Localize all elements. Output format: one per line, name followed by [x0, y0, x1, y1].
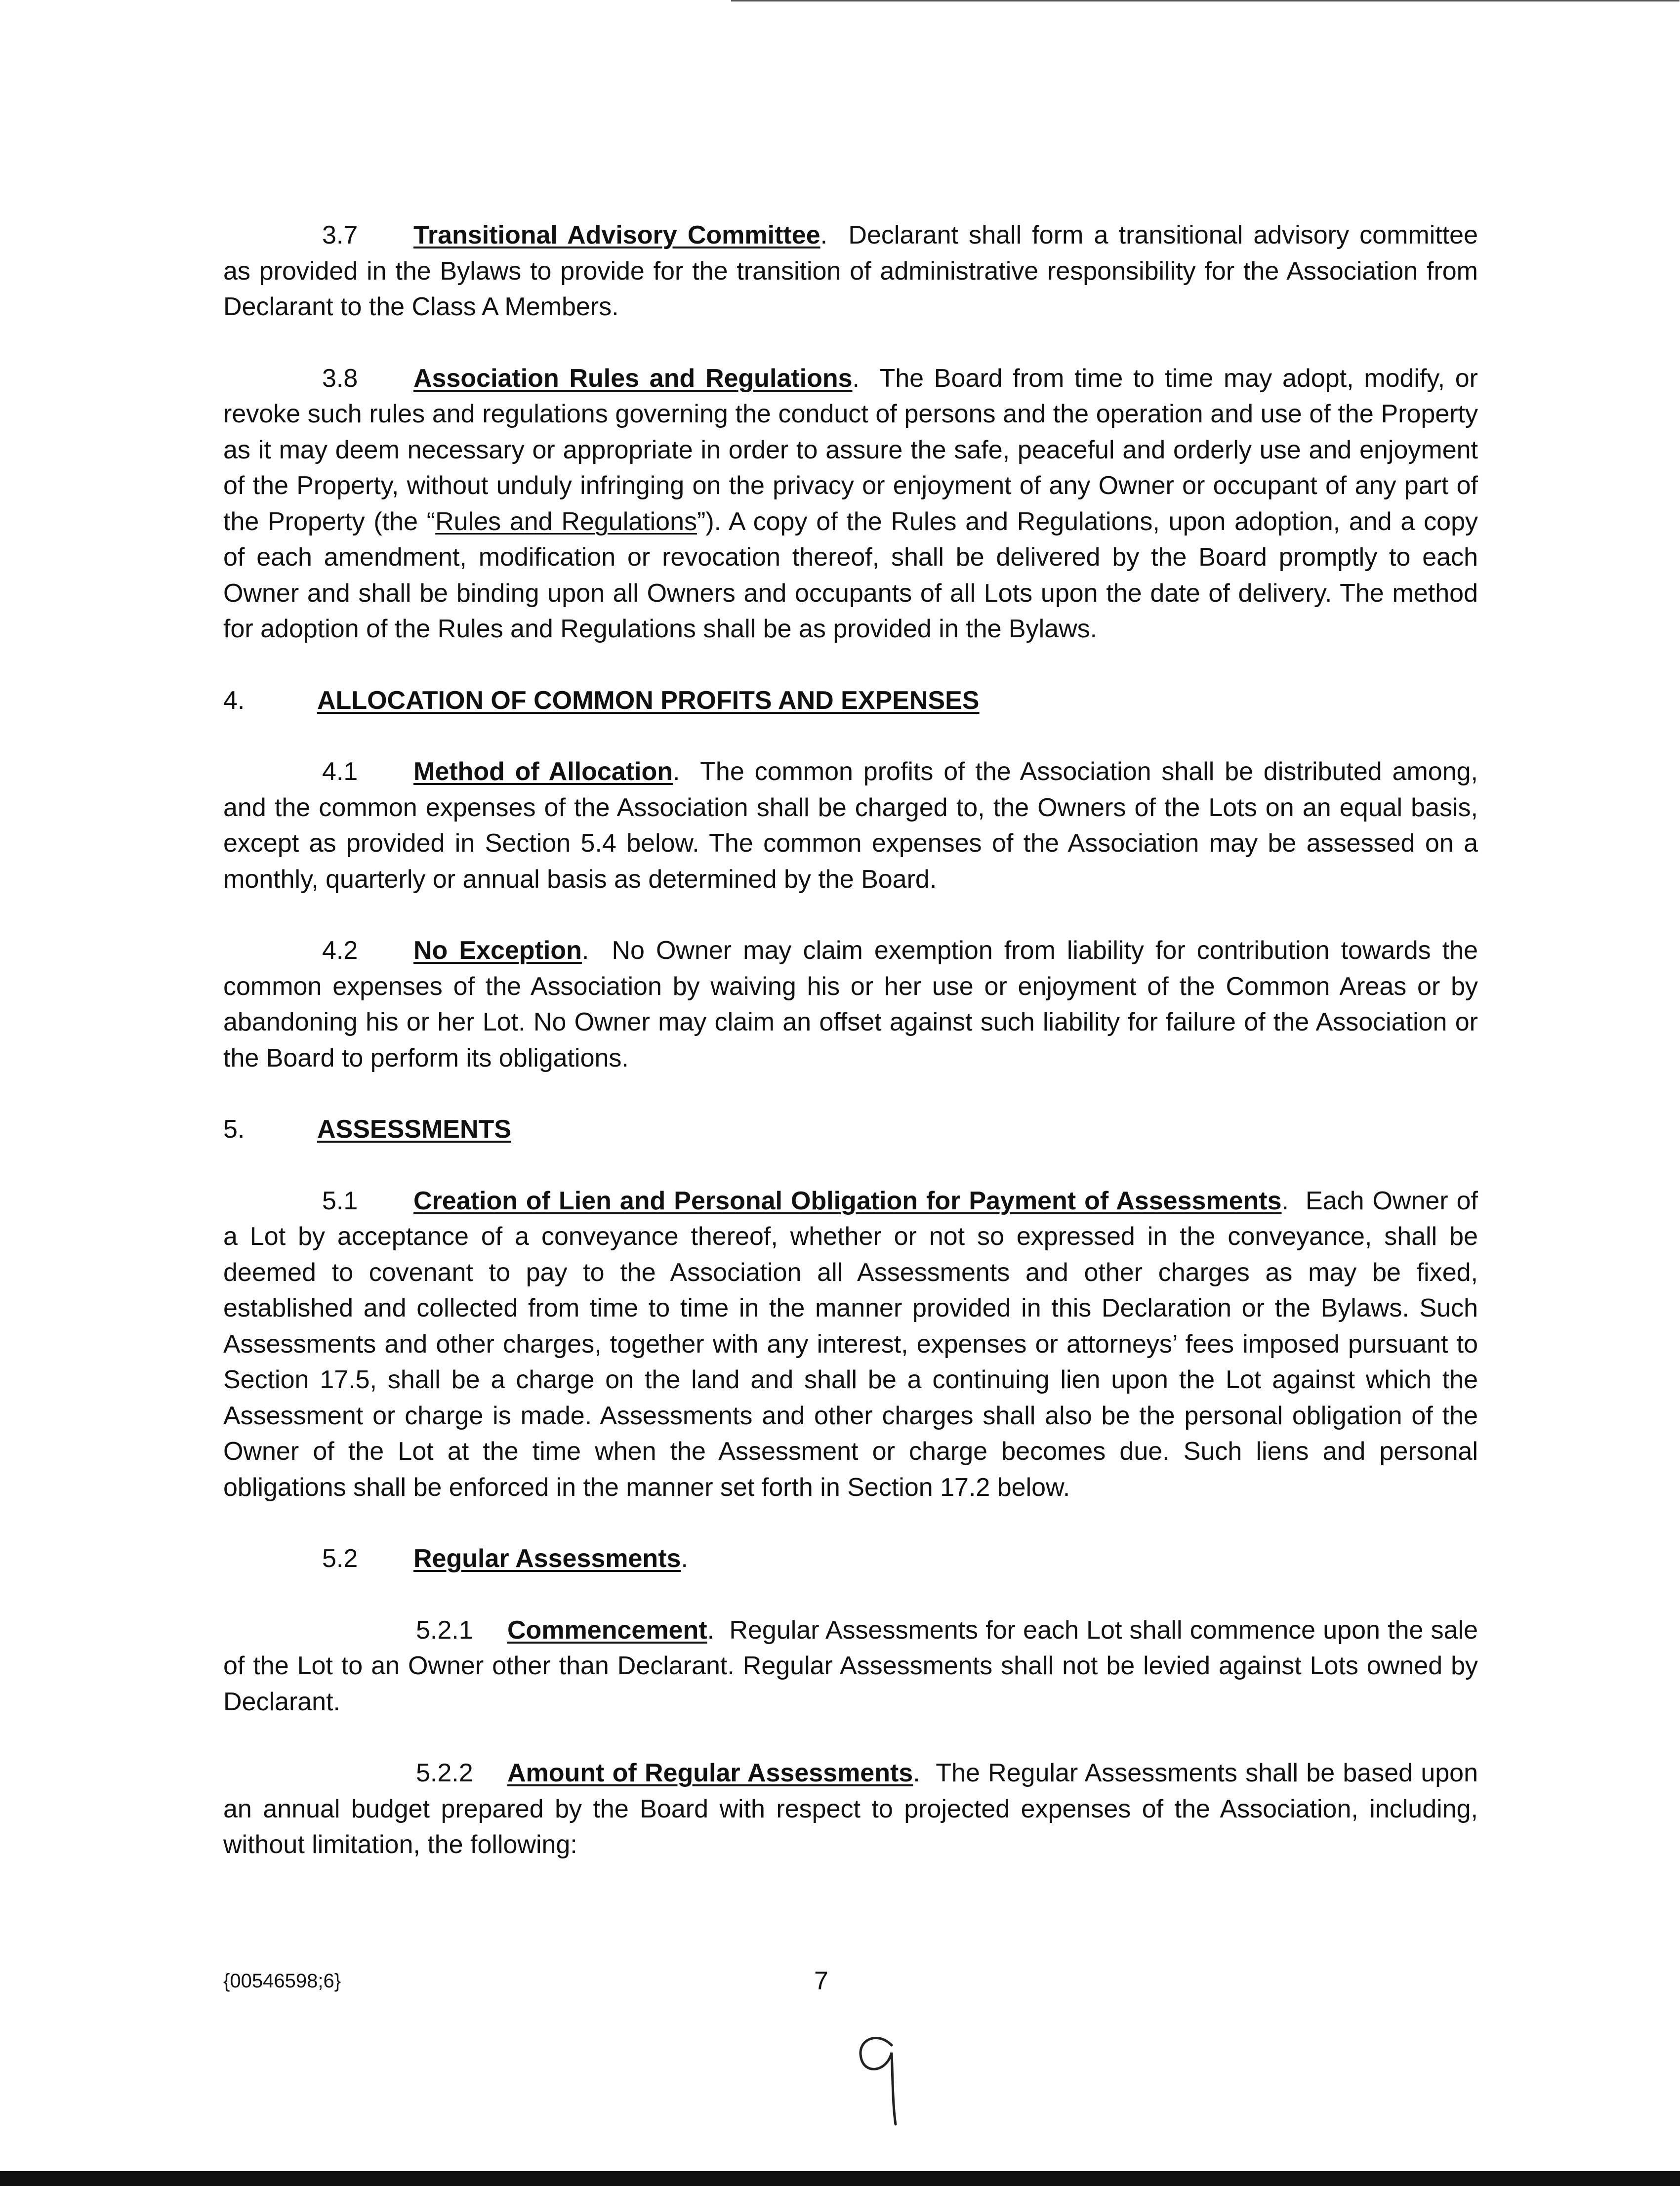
- section-title: Creation of Lien and Personal Obligation for Payment of Assessments: [413, 1186, 1282, 1215]
- article-title: ALLOCATION OF COMMON PROFITS AND EXPENSES: [317, 686, 980, 715]
- section-title: Association Rules and Regulations: [413, 364, 853, 393]
- section-title: Amount of Regular Assessments: [507, 1759, 913, 1787]
- section-5-2: 5.2 Regular Assessments.: [223, 1541, 1478, 1577]
- section-text: Each Owner of a Lot by acceptance of a conveyance thereof, whether or not so expressed in the conveyance, shall be deemed to covenant to pay to the Association all Assessments and other charges as may be fixed, established and collected from time to time in the manner provided in this Declaration or the Bylaws. Such Assessments and other charges, together with any interest, expenses or attorneys’ fees imposed pursuant to Section 17.5, shall be a charge on the land and shall be a continuing lien upon the Lot against which the Assessment or charge is made. Assessments and other charges shall also be the personal obligation of the Owner of the Lot at the time when the Assessment or charge becomes due. Such liens and personal obligations shall be enforced in the manner set forth in Section 17.2 below.: [223, 1186, 1478, 1502]
- section-5-1: 5.1 Creation of Lien and Personal Obligation for Payment of Assessments. Each Owner of a Lot by acceptance of a conveyance thereof, whether or not so expressed in the conveyance, shall be deemed to covenant to pay to the Association all Assessments and other charges as may be fixed, established and collected from time to time in the manner provided in this Declaration or the Bylaws. Such Assessments and other charges, together with any interest, expenses or attorneys’ fees imposed pursuant to Section 17.5, shall be a charge on the land and shall be a continuing lien upon the Lot against which the Assessment or charge is made. Assessments and other charges shall also be the personal obligation of the Owner of the Lot at the time when the Assessment or charge becomes due. Such liens and personal obligations shall be enforced in the manner set forth in Section 17.2 below.: [223, 1183, 1478, 1506]
- section-text: The Board from time to time may adopt, modify, or revoke such rules and regulations governing the conduct of persons and the operation and use of the Property as it may deem necessary or appropriate in order to assure the safe, peaceful and orderly use and enjoyment of the Property, without unduly infringing on the privacy or enjoyment of any Owner or occupant of any part of the Property (the “: [223, 364, 1478, 536]
- article-number: 5.: [223, 1115, 245, 1144]
- section-title: Commencement: [507, 1615, 707, 1645]
- handwritten-page-number: [857, 2030, 906, 2129]
- scan-bottom-edge-band: [0, 2171, 1680, 2186]
- section-text: The Regular Assessments shall be based upon an annual budget prepared by the Board with respect to projected expenses of the Association, including, without limitation, the following:: [223, 1759, 1478, 1859]
- section-title: Regular Assessments: [413, 1544, 681, 1573]
- section-3-7: 3.7 Transitional Advisory Committee. Declarant shall form a transitional advisory committee as provided in the Bylaws to provide for the transition of administrative responsibility for the Association from Declarant to the Class A Members.: [223, 217, 1478, 325]
- section-number: 5.2: [322, 1544, 358, 1573]
- section-text: The common profits of the Association shall be distributed among, and the common expenses of the Association shall be charged to, the Owners of the Lots on an equal basis, except as provided in Section 5.4 below. The common expenses of the Association may be assessed on a monthly, quarterly or annual basis as determined by the Board.: [223, 757, 1478, 894]
- section-number: 5.2.1: [416, 1615, 473, 1645]
- section-text-continued: ”). A copy of the Rules and Regulations, upon adoption, and a copy of each amendment, modification or revocation thereof, shall be delivered by the Board promptly to each Owner and shall be binding upon all Owners and occupants of all Lots upon the date of delivery. The method for adoption of the Rules and Regulations shall be as provided in the Bylaws.: [223, 507, 1478, 643]
- section-4-1: 4.1 Method of Allocation. The common profits of the Association shall be distributed among, and the common expenses of the Association shall be charged to, the Owners of the Lots on an equal basis, except as provided in Section 5.4 below. The common expenses of the Association may be assessed on a monthly, quarterly or annual basis as determined by the Board.: [223, 754, 1478, 897]
- section-title: Method of Allocation: [413, 757, 673, 786]
- document-body: [223, 217, 1478, 1863]
- article-number: 4.: [223, 686, 245, 715]
- section-text: Regular Assessments for each Lot shall commence upon the sale of the Lot to an Owner other than Declarant. Regular Assessments shall not be levied against Lots owned by Declarant.: [223, 1615, 1478, 1716]
- section-title: No Exception: [413, 936, 582, 965]
- document-id: {00546598;6}: [223, 1970, 341, 1992]
- section-number: 3.7: [322, 221, 358, 249]
- scan-top-edge-line: [731, 0, 1680, 1]
- defined-term: Rules and Regulations: [435, 507, 697, 536]
- article-4-heading: [223, 683, 1478, 719]
- section-number: 4.2: [322, 936, 358, 965]
- section-number: 5.1: [322, 1186, 358, 1215]
- section-text: No Owner may claim exemption from liability for contribution towards the common expenses of the Association by waiving his or her use or enjoyment of the Common Areas or by abandoning his or her Lot. No Owner may claim an offset against such liability for failure of the Association or the Board to perform its obligations.: [223, 936, 1478, 1072]
- section-number: 4.1: [322, 757, 358, 786]
- article-5-heading: [223, 1112, 1478, 1148]
- section-4-2: 4.2 No Exception. No Owner may claim exemption from liability for contribution towards the common expenses of the Association by waiving his or her use or enjoyment of the Common Areas or by abandoning his or her Lot. No Owner may claim an offset against such liability for failure of the Association or the Board to perform its obligations.: [223, 933, 1478, 1076]
- section-number: 3.8: [322, 364, 358, 393]
- section-5-2-1: 5.2.1 Commencement. Regular Assessments for each Lot shall commence upon the sale of the Lot to an Owner other than Declarant. Regular Assessments shall not be levied against Lots owned by Declarant.: [223, 1612, 1478, 1720]
- section-5-2-2: 5.2.2 Amount of Regular Assessments. The Regular Assessments shall be based upon an annual budget prepared by the Board with respect to projected expenses of the Association, including, without limitation, the following:: [223, 1755, 1478, 1863]
- page-number: 7: [814, 1967, 828, 1995]
- section-number: 5.2.2: [416, 1759, 473, 1787]
- article-title: ASSESSMENTS: [317, 1115, 511, 1144]
- section-text: Declarant shall form a transitional advisory committee as provided in the Bylaws to provide for the transition of administrative responsibility for the Association from Declarant to the Class A Members.: [223, 221, 1478, 321]
- section-title: Transitional Advisory Committee: [413, 221, 820, 249]
- section-3-8: 3.8 Association Rules and Regulations. The Board from time to time may adopt, modify, or revoke such rules and regulations governing the conduct of persons and the operation and use of the Property as it may deem necessary or appropriate in order to assure the safe, peaceful and orderly use and enjoyment of the Property, without unduly infringing on the privacy or enjoyment of any Owner or occupant of any part of the Property (the “Rules and Regulations”). A copy of the Rules and Regulations, upon adoption, and a copy of each amendment, modification or revocation thereof, shall be delivered by the Board promptly to each Owner and shall be binding upon all Owners and occupants of all Lots upon the date of delivery. The method for adoption of the Rules and Regulations shall be as provided in the Bylaws.: [223, 361, 1478, 647]
